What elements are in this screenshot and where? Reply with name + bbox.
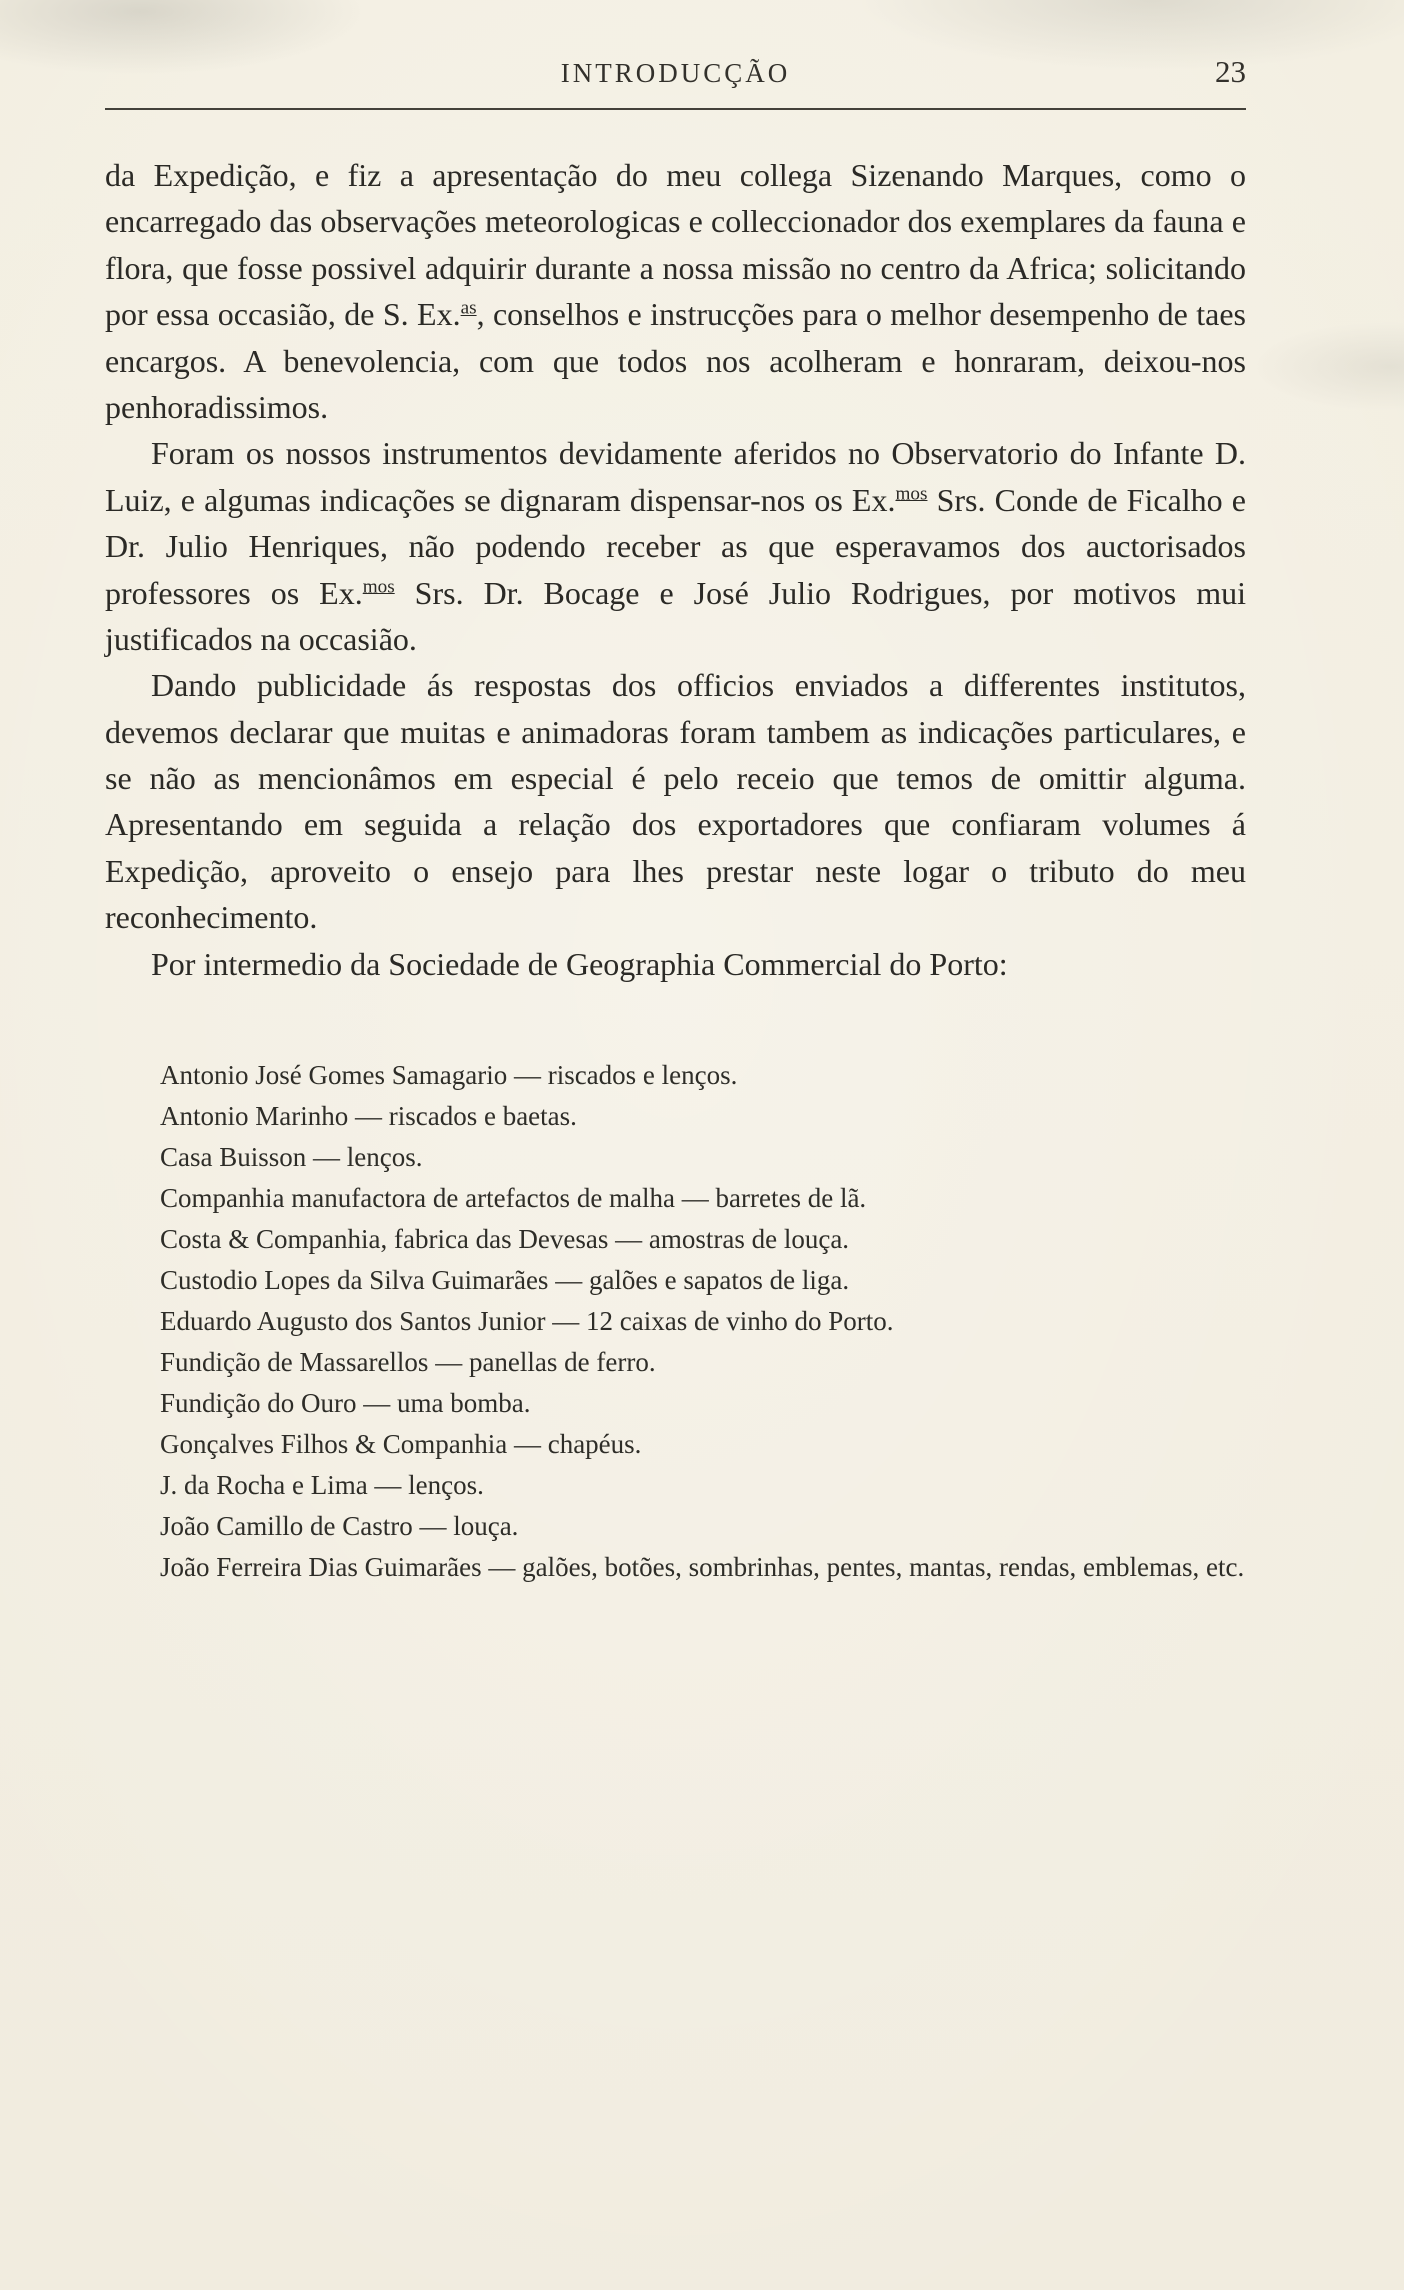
text-segment: Foram os nossos instrumentos devidamente aferidos no Observatorio do Infante D. Luiz, e algumas indicações se dignaram dispensar-nos os Ex. xyxy=(105,435,1246,518)
superscript-abbreviation: mos xyxy=(362,575,395,597)
text-segment: da Expedição, e fiz a apresentação do meu collega Sizenando Marques, como o encarregado das observações meteorologicas e colleccionador dos exemplares da fauna e flora, que fosse possivel adquirir durante a nossa missão no centro da Africa; solicitando por essa occasião, de S. Ex. xyxy=(105,157,1246,333)
paragraph xyxy=(105,941,1246,987)
list-item: Antonio José Gomes Samagario — riscados e lenços. xyxy=(160,1060,738,1091)
superscript-abbreviation: mos xyxy=(895,483,928,505)
list-item: João Camillo de Castro — louça. xyxy=(160,1511,519,1542)
paragraph xyxy=(105,152,1246,430)
list-item: Eduardo Augusto dos Santos Junior — 12 caixas de vinho do Porto. xyxy=(160,1306,894,1337)
text-segment: Srs. Dr. Bocage e José Julio Rodrigues, por motivos mui justificados na occasião. xyxy=(105,574,1247,657)
text-segment: Srs. Conde de Ficalho e Dr. Julio Henriques, não podendo receber as que esperavamos dos auctorisados professores os Ex. xyxy=(105,481,1247,611)
text-segment: , conselhos e instrucções para o melhor desempenho de taes encargos. A benevolencia, com que todos nos acolheram e honraram, deixou-nos penhoradissimos. xyxy=(105,296,1247,425)
header-rule xyxy=(105,108,1246,110)
text-segment: Dando publicidade ás respostas dos officios enviados a differentes institutos, devemos declarar que muitas e animadoras foram tambem as indicações particulares, e se não as mencionâmos em especial é pelo receio que temos de omittir alguma. Apresentando em seguida a relação dos exportadores que confiaram volumes á Expedição, aproveito o ensejo para lhes prestar neste logar o tributo do meu reconhecimento. xyxy=(105,667,1246,936)
list-item: Custodio Lopes da Silva Guimarães — galões e sapatos de liga. xyxy=(160,1265,850,1296)
exporter-list xyxy=(160,1055,1254,1588)
running-header-title: INTRODUCÇÃO xyxy=(560,58,791,88)
running-header xyxy=(105,54,1246,96)
list-item: Fundição do Ouro — uma bomba. xyxy=(160,1388,531,1419)
superscript-abbreviation: as xyxy=(460,297,477,319)
paragraph xyxy=(105,430,1246,662)
list-item: Companhia manufactora de artefactos de malha — barretes de lã. xyxy=(160,1183,867,1214)
text-segment: Por intermedio da Sociedade de Geographia Commercial do Porto: xyxy=(151,945,1008,982)
list-item: Casa Buisson — lenços. xyxy=(160,1142,423,1173)
list-item: Costa & Companhia, fabrica das Devesas — amostras de louça. xyxy=(160,1224,850,1255)
list-item: Gonçalves Filhos & Companhia — chapéus. xyxy=(160,1429,642,1460)
list-item: Fundição de Massarellos — panellas de ferro. xyxy=(160,1347,656,1378)
body-text xyxy=(105,152,1246,987)
paragraph xyxy=(105,662,1246,940)
page-number: 23 xyxy=(1215,54,1246,89)
list-item: João Ferreira Dias Guimarães — galões, botões, sombrinhas, pentes, mantas, rendas, emblemas, etc. xyxy=(160,1552,1245,1583)
list-item: Antonio Marinho — riscados e baetas. xyxy=(160,1101,577,1132)
list-item: J. da Rocha e Lima — lenços. xyxy=(160,1470,484,1501)
